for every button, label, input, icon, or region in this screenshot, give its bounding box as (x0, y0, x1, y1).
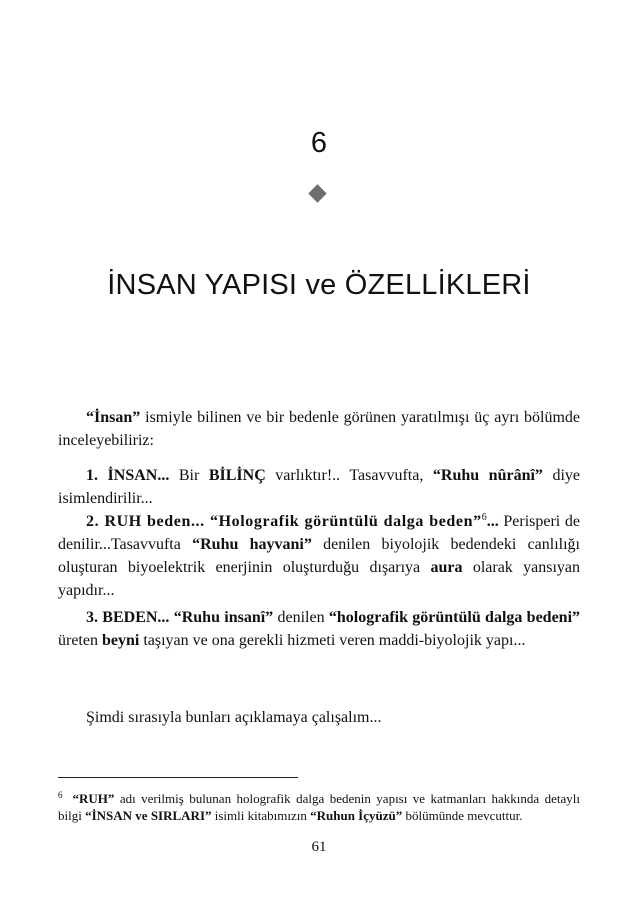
page-number: 61 (311, 839, 327, 855)
paragraph-text: diye isimlendirilir... (58, 467, 580, 507)
paragraph-text: olarak yansıyan yapıdır... (58, 559, 580, 599)
bold-term: “Ruhu insanî” (173, 609, 274, 626)
paragraph-text: taşıyan ve ona gerekli hizmeti veren maddi-biyolojik yapı... (139, 632, 526, 649)
chapter-title: İNSAN YAPISI ve ÖZELLİKLERİ (107, 269, 531, 301)
paragraph-text: Perisperi de denilir...Tasavvufta (58, 513, 580, 553)
footnote (58, 790, 580, 824)
footnote-text: bölümünde mevcuttur. (402, 808, 523, 823)
bold-term: ... (486, 513, 499, 530)
bold-term: “RUH” (72, 791, 115, 806)
footnote-reference[interactable]: 6 (481, 512, 487, 523)
bold-term: 3. BEDEN... (86, 609, 170, 626)
footnote-text: isimli kitabımızın (211, 808, 311, 823)
footnote-marker: 6 (58, 790, 63, 800)
paragraph-intro (58, 406, 580, 452)
bold-term: “Ruhun İçyüzü” (310, 808, 403, 823)
diamond-icon (308, 184, 326, 202)
bold-term: “holografik görüntülü dalga bedeni” (328, 609, 581, 626)
paragraph-item-2 (58, 510, 580, 602)
bold-term: beyni (101, 632, 140, 649)
paragraph-text: ismiyle bilinen ve bir bedenle görünen yaratılmışı üç ayrı bölümde inceleyebiliriz: (58, 409, 580, 449)
body-text (58, 406, 580, 652)
bold-term: “Ruhu hayvani” (192, 536, 312, 553)
footnote-divider (58, 777, 298, 778)
bold-term: “Ruhu nûrânî” (432, 467, 543, 484)
paragraph-text: varlıktır!.. Tasavvufta, (265, 467, 433, 484)
chapter-number: 6 (310, 127, 328, 159)
paragraph-text: üreten (58, 632, 102, 649)
bold-term: “İnsan” (86, 409, 141, 426)
paragraph-item-3 (58, 606, 580, 652)
paragraph-item-1 (58, 464, 580, 510)
paragraph-text: denilen (273, 609, 329, 626)
bold-term: BİLİNÇ (208, 467, 266, 484)
footnote-text: adı verilmiş bulunan holografik dalga bedenin yapısı ve katmanları hakkında detaylı bilgi (58, 791, 580, 823)
bold-term: aura (430, 559, 463, 576)
paragraph-text: Bir (169, 467, 209, 484)
bold-term: “İNSAN ve SIRLARI” (85, 808, 212, 823)
bold-term: 2. RUH beden... “Holografik görüntülü dalga beden” (86, 513, 482, 530)
bold-term: 1. İNSAN... (86, 467, 170, 484)
paragraph-closing: Şimdi sırasıyla bunları açıklamaya çalışalım... (86, 709, 382, 726)
paragraph-text: denilen biyolojik bedendeki canlılığı oluşturan biyoelektrik enerjinin oluşturduğu dışarıya (58, 536, 580, 576)
